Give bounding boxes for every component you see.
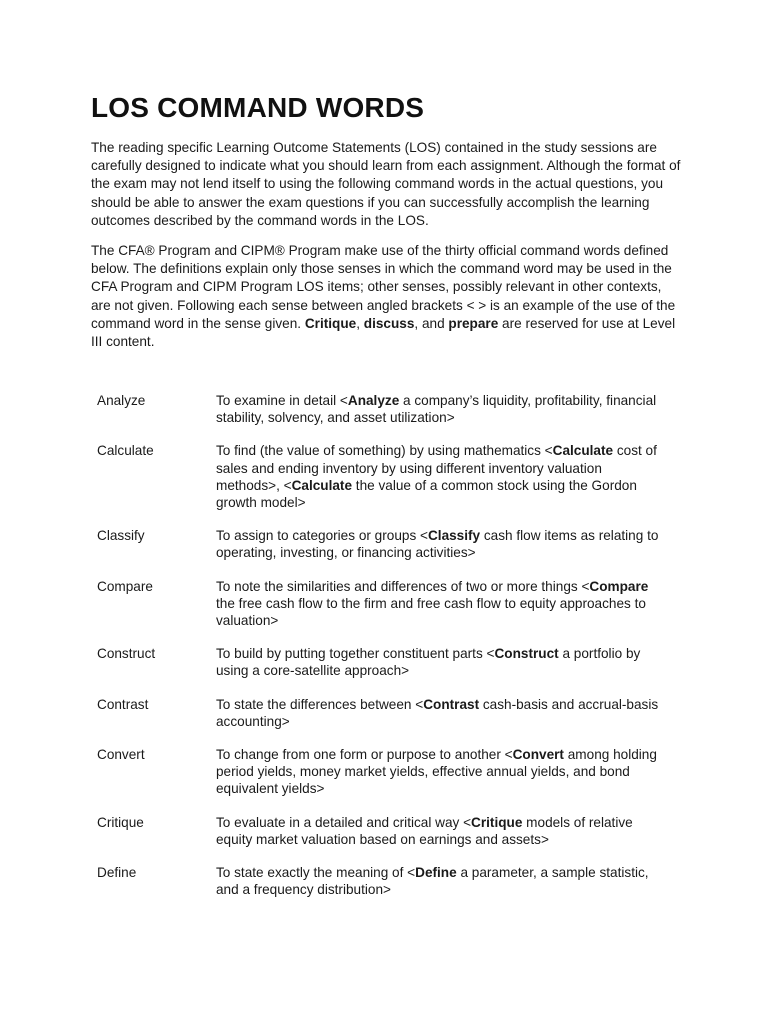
- definition-text: a portfolio by using a core-satellite approach>: [216, 646, 641, 679]
- command-word-definition: [216, 578, 668, 630]
- command-word-row: [97, 527, 677, 561]
- command-word-row: [97, 392, 677, 426]
- command-word-definition: [216, 527, 668, 561]
- command-word-term: Define: [97, 865, 137, 881]
- example-command-word: Calculate: [552, 443, 614, 459]
- command-word-term: Convert: [97, 747, 145, 763]
- command-word-list: [97, 392, 677, 914]
- intro-paragraph-2-tail: are reserved for use at Level III content.: [91, 315, 676, 350]
- definition-text: the free cash flow to the firm and free cash flow to equity approaches to valuation>: [216, 595, 646, 629]
- definition-text: To build by putting together constituent parts <: [216, 646, 495, 662]
- example-command-word: Compare: [589, 578, 649, 594]
- example-command-word: Classify: [427, 528, 481, 544]
- example-command-word: Calculate: [291, 477, 353, 493]
- definition-text: To change from one form or purpose to another <: [216, 747, 513, 763]
- command-word-term: Compare: [97, 578, 153, 594]
- command-word-definition: [216, 392, 668, 426]
- definition-text: To evaluate in a detailed and critical way <: [216, 814, 472, 830]
- definition-text: To find (the value of something) by using mathematics <: [216, 443, 553, 459]
- definition-text: To examine in detail <: [216, 393, 348, 408]
- definition-text: cash flow items as relating to operating, investing, or financing activities>: [216, 528, 659, 561]
- command-word-term: Critique: [97, 814, 144, 830]
- separator: , and: [414, 315, 449, 331]
- separator: ,: [356, 315, 364, 331]
- command-word-row: [97, 696, 677, 730]
- command-word-row: [97, 578, 677, 630]
- example-command-word: Critique: [471, 814, 523, 830]
- example-command-word: Define: [415, 865, 457, 881]
- command-word-definition: [216, 746, 668, 798]
- command-word-row: [97, 864, 677, 898]
- command-word-definition: [216, 864, 668, 898]
- definition-text: cost of sales and ending inventory by using different inventory valuation methods>, <: [216, 443, 657, 493]
- command-word-row: [97, 645, 677, 679]
- command-word-term: Construct: [97, 646, 156, 662]
- command-word-definition: [216, 442, 668, 511]
- definition-text: a company’s liquidity, profitability, financial stability, solvency, and asset utilization>: [216, 393, 657, 426]
- intro-paragraph-2-text: The CFA® Program and CIPM® Program make use of the thirty official command words defined below. The definitions explain only those senses in which the command word may be used in the CFA Program and CIPM Program LOS items; other senses, possibly relevant in other contexts, are not given. Following each sense between angled brackets < > is an example of the use of the command word in the sense given.: [91, 243, 676, 331]
- command-word-definition: [216, 696, 668, 730]
- definition-text: To assign to categories or groups <: [216, 528, 428, 544]
- intro-paragraph-2: [91, 242, 681, 351]
- command-word-term: Classify: [97, 528, 145, 544]
- example-command-word: Convert: [512, 747, 564, 763]
- example-command-word: Contrast: [423, 696, 480, 712]
- intro-paragraph-1: The reading specific Learning Outcome Statements (LOS) contained in the study sessions are carefully designed to indicate what you should learn from each assignment. Although the format of the exam may not lend itself to using the following command words in the actual questions, you should be able to answer the exam questions if you can successfully accomplish the learning outcomes described by the command words in the LOS.: [91, 140, 681, 228]
- command-word-row: [97, 746, 677, 798]
- command-word-term: Analyze: [97, 393, 146, 408]
- definition-text: To note the similarities and differences of two or more things <: [216, 578, 590, 594]
- command-word-row: [97, 442, 677, 511]
- definition-text: among holding period yields, money market yields, effective annual yields, and bond equivalent yields>: [216, 747, 657, 797]
- definition-text: To state the differences between <: [216, 696, 424, 712]
- definition-text: To state exactly the meaning of <: [216, 865, 416, 881]
- command-word-term: Contrast: [97, 696, 149, 712]
- page-title: LOS COMMAND WORDS: [91, 92, 425, 123]
- reserved-word-prepare: prepare: [448, 315, 499, 331]
- command-word-definition: [216, 645, 668, 679]
- reserved-word-critique: Critique: [304, 315, 357, 331]
- reserved-word-discuss: discuss: [363, 315, 415, 331]
- command-word-row: [97, 814, 677, 848]
- definition-text: models of relative equity market valuation based on earnings and assets>: [216, 814, 633, 847]
- definition-text: a parameter, a sample statistic, and a frequency distribution>: [216, 865, 649, 898]
- example-command-word: Analyze: [347, 393, 400, 408]
- command-word-term: Calculate: [97, 443, 154, 459]
- definition-text: cash-basis and accrual-basis accounting>: [216, 696, 659, 729]
- example-command-word: Construct: [494, 646, 559, 662]
- definition-text: the value of a common stock using the Gordon growth model>: [216, 477, 637, 511]
- command-word-definition: [216, 814, 668, 848]
